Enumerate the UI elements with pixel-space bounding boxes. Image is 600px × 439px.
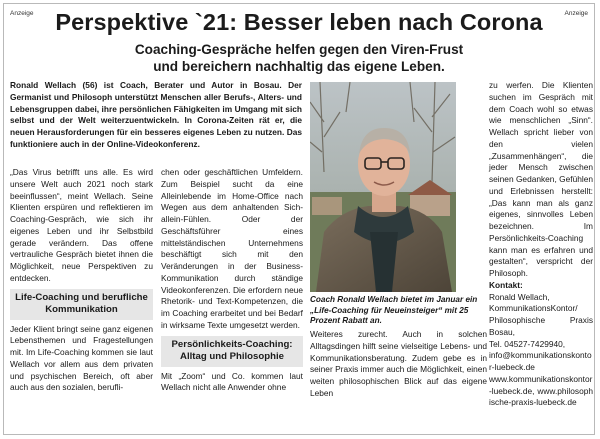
contact-label: Kontakt: — [489, 279, 523, 290]
contact-block — [489, 280, 593, 409]
column-4 — [489, 80, 593, 409]
contact-phone: Tel. 04527-7429940, — [489, 338, 566, 349]
portrait-photo — [310, 82, 456, 292]
intro-paragraph: Ronald Wellach (56) ist Coach, Berater und Autor in Bosau. Der Germanist und Philosoph unterstützt Menschen aller Berufs-, Alters- und Lebensgruppen dabei, ihre persönlichen Fähigkeiten im Umgang mit sich selbst und der Welt weiterzuentwickeln. In Corona-Zeiten rät er, die neuen Herausforderungen für ein besseres eigenes Leben zu nutzen. Das funktioniere auch in der Online-Videokonferenz. — [10, 80, 302, 149]
contact-name: Ronald Wellach, — [489, 291, 550, 302]
col4-paragraph-1: zu werfen. Die Klienten suchen im Gespräch mit dem Coach wohl so etwas wie menschlichen „Sinn“. Wellach spricht lieber von den vielen „Zusammenhängen“, die jeder Mensch zwischen seinen Gedanken, Gefühlen und Erlebnissen herstellt: „Das kann man als ganz eigenes, sinnvolles Leben bezeichnen. Im Persönlichkeits-Coaching kann man es erfahren und gestalten“, verspricht der Philosoph. — [489, 80, 593, 278]
contact-org: KommunikationsKontor/ — [489, 303, 578, 314]
photo-caption: Coach Ronald Wellach bietet im Januar ein „Life-Coaching für Neueinsteiger“ mit 25 Prozent Rabatt an. — [310, 295, 478, 326]
column-3-paragraph: Weiteres zurecht. Auch in solchen Alltagsdingen hilft seine vielseitige Lebens- und Kommunikationsberatung. Zudem gebe es in seiner Praxis immer auch die Möglichkeit, einen weiten philosophischen Blick auf das eigene Leben — [310, 329, 487, 398]
column-2 — [161, 167, 303, 394]
col2-paragraph-1: chen oder geschäftlichen Umfeldern. Zum Beispiel sucht da eine Alleinlebende im Home-Office nach Wegen aus dem anhaltenden Sich-allein-Fühlen. Oder der Geschäftsführer eines mittelständischen Unternehmens beschäftigt sich mit den Veränderungen in der Business-Kommunikation durch ständige Videokonferenzen. Die erfordern neue Rhetorik- und Text-Kompetenzen, die im Coaching erarbeitet und bei Bedarf in wirksame Texte umgesetzt werden. — [161, 167, 303, 330]
contact-web[interactable]: www.kommunikationskontor-luebeck.de, www.philosophische-praxis-luebeck.de — [489, 373, 593, 408]
headline: Perspektive `21: Besser leben nach Corona — [55, 9, 543, 35]
subheadline-line-1: Coaching-Gespräche helfen gegen den Viren-Frust — [134, 42, 464, 57]
contact-email[interactable]: info@kommunikationskontor-luebeck.de — [489, 350, 592, 372]
col1-paragraph-1: „Das Virus betrifft uns alle. Es wird unsere Welt auch 2021 noch stark beeinflussen“, meint Wellach. Seine Klienten erspüren und reflektieren im Coaching-Gespräch, wie sich ihr eigenes Leben und ihr Selbstbild gerade verändern. Das offene vertrauliche Gespräch bietet ihnen die Möglichkeit, neue Perspektiven zu entdecken. — [10, 167, 153, 283]
portrait-illustration — [310, 82, 456, 292]
column-1 — [10, 167, 153, 394]
contact-org-2: Philosophische Praxis Bosau, — [489, 315, 593, 337]
ad-label-right: Anzeige — [564, 10, 588, 17]
subheadline — [4, 42, 594, 75]
col2-paragraph-2: Mit „Zoom“ und Co. kommen laut Wellach nicht alle Anwender ohne — [161, 370, 303, 393]
section-heading-persoenlichkeit: Persönlichkeits-Coaching: Alltag und Philosophie — [161, 336, 303, 367]
section-heading-life-coaching: Life-Coaching und berufliche Kommunikation — [10, 289, 153, 320]
ad-label-left: Anzeige — [10, 10, 34, 17]
col1-paragraph-2: Jeder Klient bringt seine ganz eigenen Lebensthemen und Fragestellungen mit. Im Life-Coaching kommen sie laut Wellach vor allem aus dem privaten und psychischen Bereich, oft aber auch aus den sozialen, berufli- — [10, 323, 153, 393]
subheadline-line-2: und bereichern nachhaltig das eigene Leben. — [153, 58, 445, 74]
newspaper-ad — [3, 3, 595, 435]
